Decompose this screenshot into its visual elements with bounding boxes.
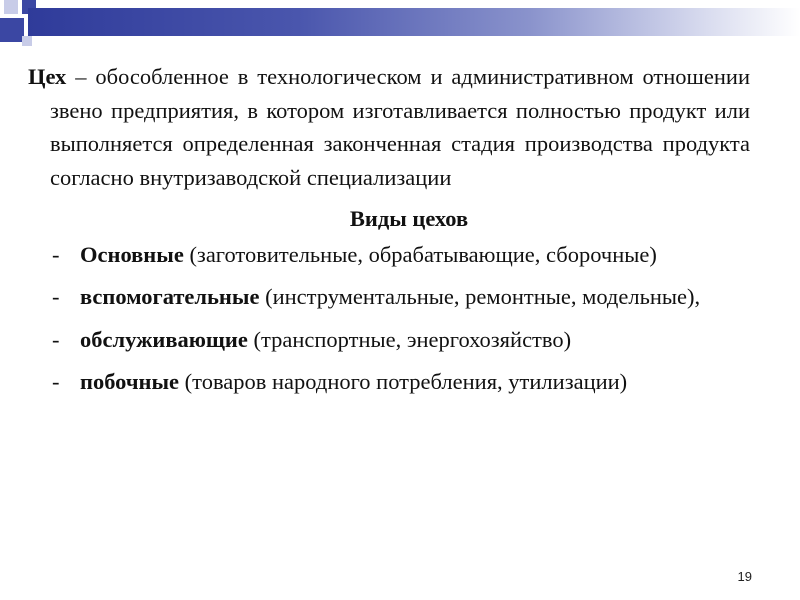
kind-name: обслуживающие [80, 326, 248, 352]
bullet-dash: - [52, 326, 60, 352]
section-heading: Виды цехов [349, 206, 469, 231]
definition-term: Цех [28, 64, 67, 89]
kind-detail: (инструментальные, ремонтные, модельные), [259, 284, 701, 309]
slide-content [28, 60, 750, 408]
kind-name: побочные [80, 369, 180, 394]
bullet-dash: - [52, 284, 60, 309]
bullet-dash: - [52, 241, 60, 267]
list-item [28, 365, 750, 399]
kind-name: вспомогательные [80, 284, 260, 309]
kinds-list [28, 238, 750, 399]
definition-text: – обособленное в технологическом и административном отношении звено предприятия, в котором изготавливается полностью продукт или выполняется определенная законченная стадия производства продукта согласно внутризаводской специализации [50, 64, 750, 190]
list-item [28, 323, 750, 357]
list-item [28, 280, 750, 314]
definition-paragraph [28, 60, 750, 194]
bullet-dash: - [52, 369, 60, 394]
kind-detail: (товаров народного потребления, утилизации) [179, 369, 628, 394]
header-gradient-bar [28, 8, 800, 36]
kind-name: Основные [80, 241, 184, 267]
page-number: 19 [737, 569, 752, 584]
kind-detail: (заготовительные, обрабатывающие, сборочные) [183, 241, 657, 267]
list-item [28, 238, 750, 272]
kind-detail: (транспортные, энергохозяйство) [247, 326, 572, 352]
